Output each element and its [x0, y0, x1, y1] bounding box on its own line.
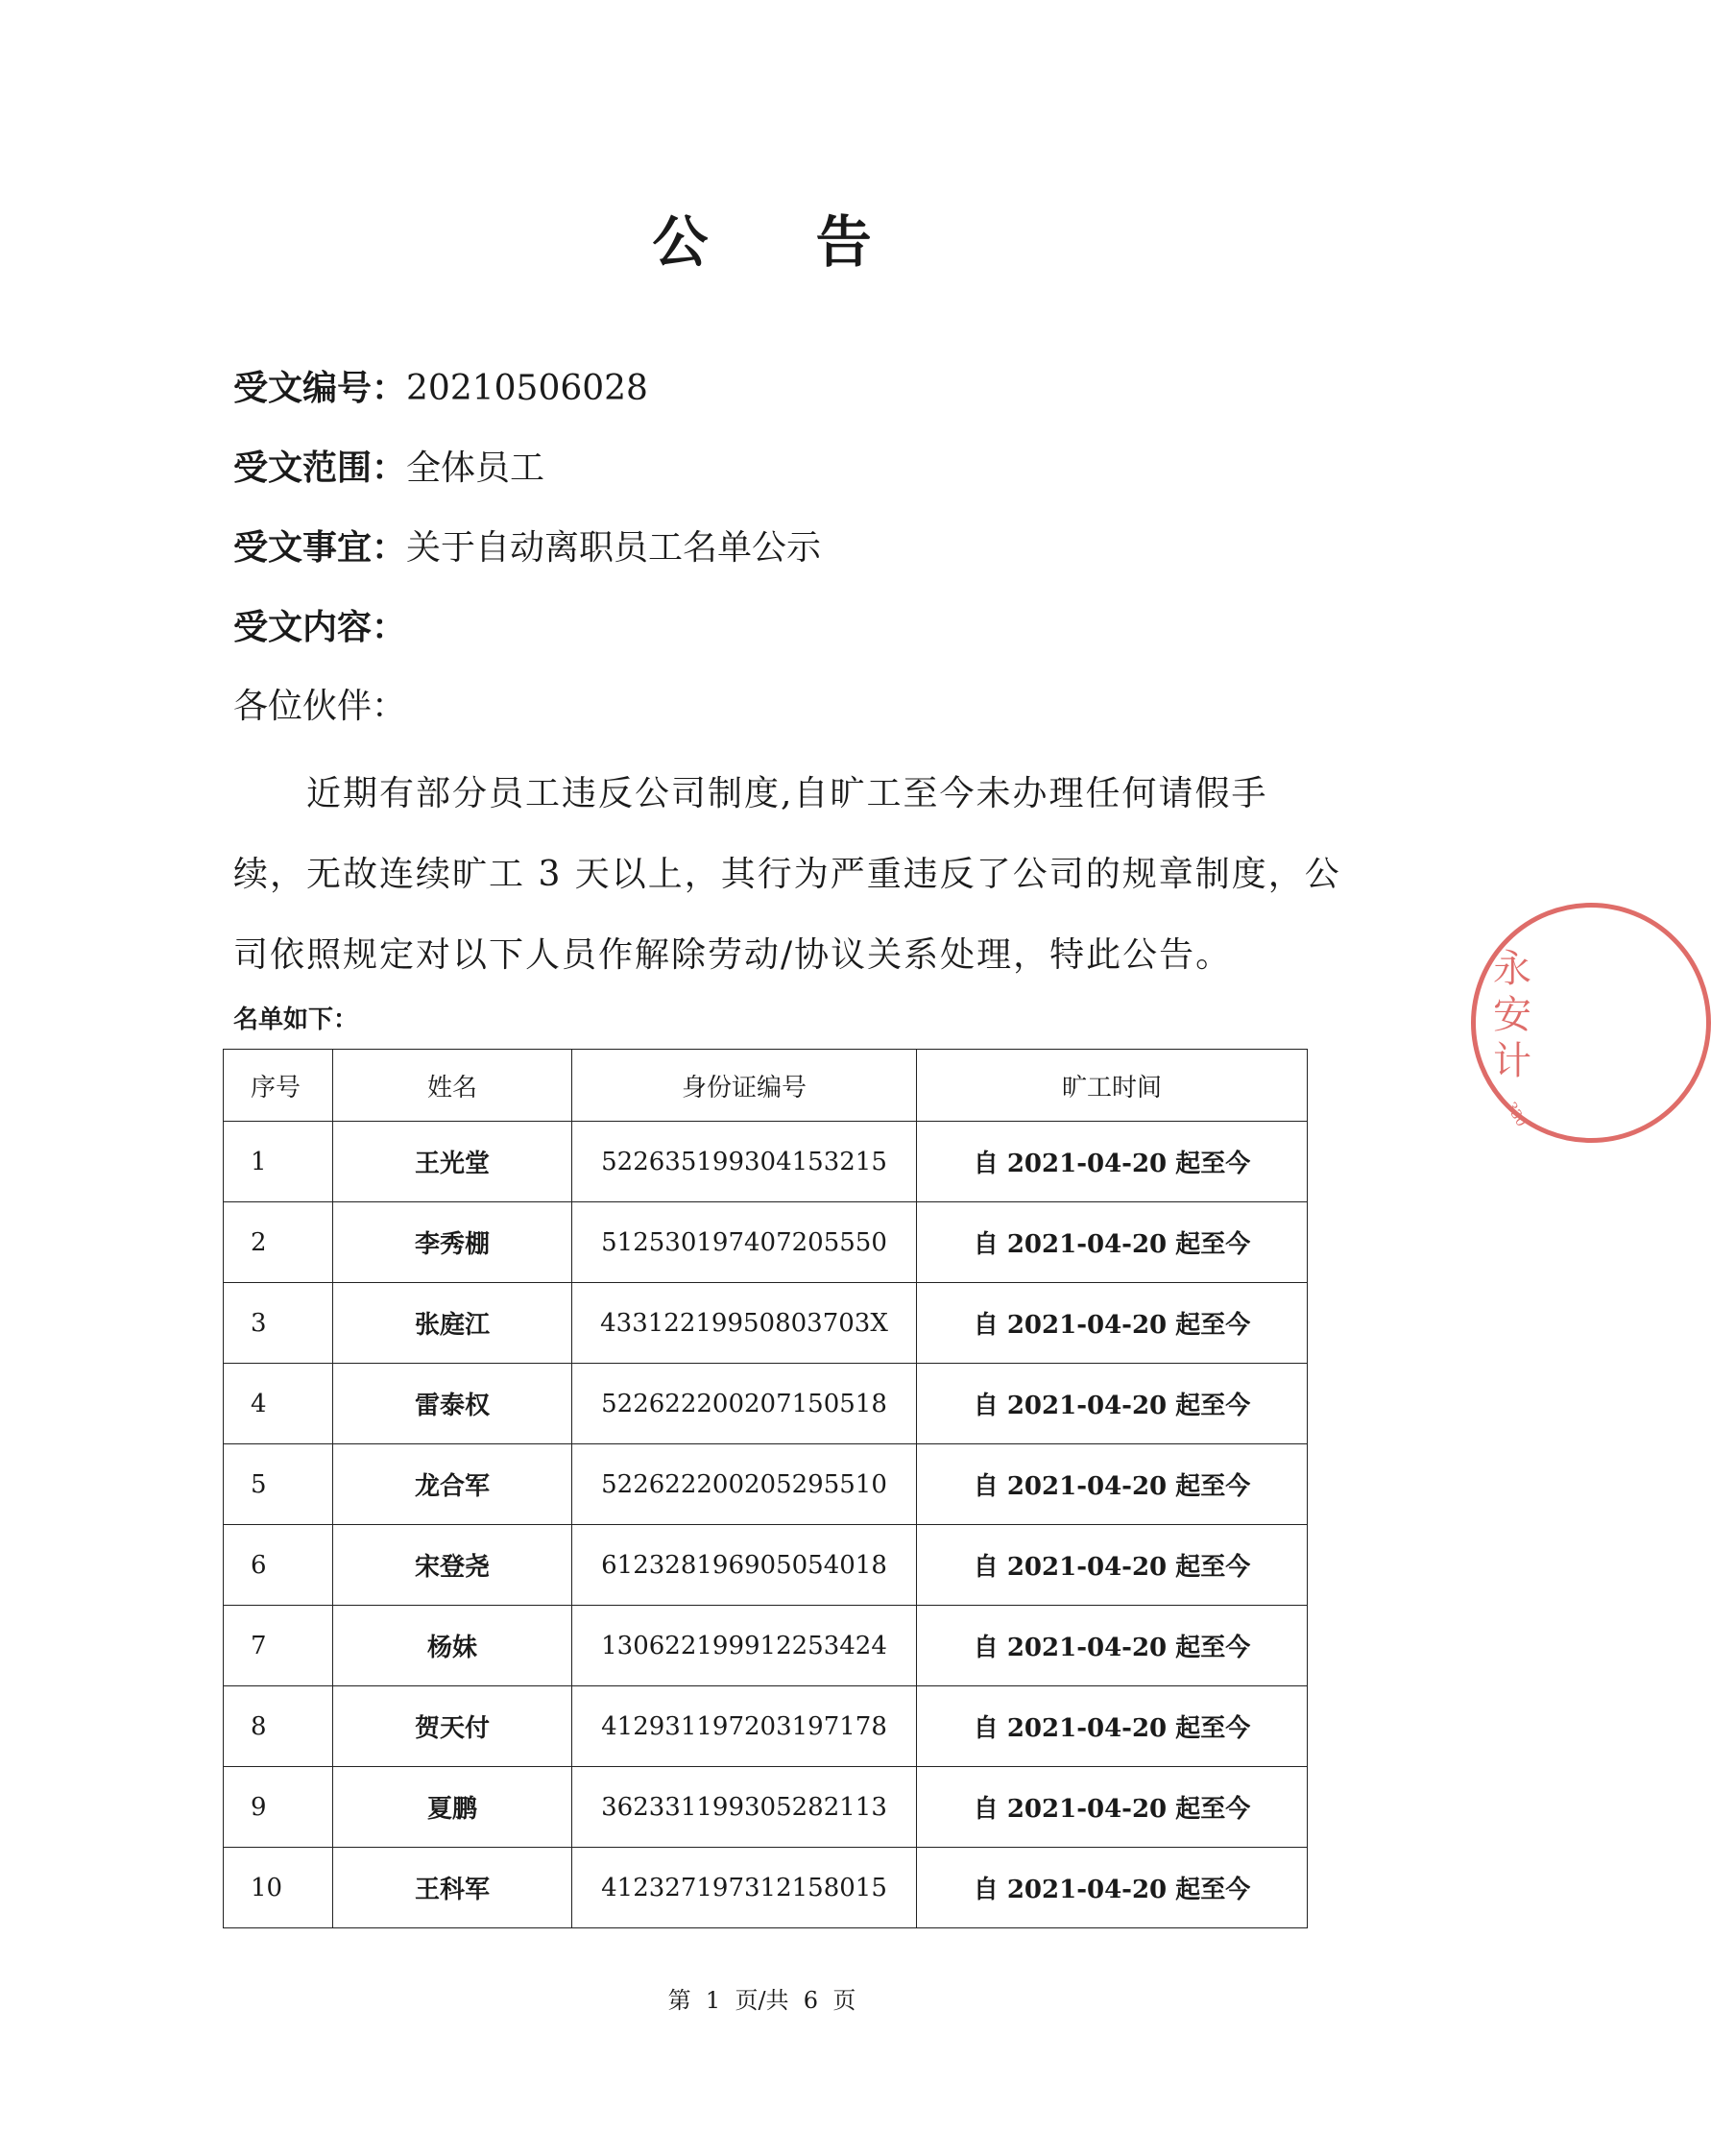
cell-id: 130622199912253424 [572, 1606, 917, 1686]
table-row [224, 1525, 1308, 1606]
company-seal-stamp [1471, 903, 1711, 1143]
cell-no: 8 [224, 1686, 333, 1767]
cell-name: 杨妹 [333, 1606, 572, 1686]
cell-name: 贺天付 [333, 1686, 572, 1767]
doc-number-row [233, 367, 648, 410]
cell-name: 宋登尧 [333, 1525, 572, 1606]
cell-time: 自 2021-04-20 起至今 [917, 1525, 1308, 1606]
table-row [224, 1283, 1308, 1364]
table-row [224, 1122, 1308, 1202]
cell-time: 自 2021-04-20 起至今 [917, 1848, 1308, 1928]
table-row [224, 1364, 1308, 1444]
cell-no: 5 [224, 1444, 333, 1525]
header-no: 序号 [224, 1050, 333, 1122]
cell-id: 522635199304153215 [572, 1122, 917, 1202]
cell-id: 522622200205295510 [572, 1444, 917, 1525]
cell-name: 夏鹏 [333, 1767, 572, 1848]
cell-no: 6 [224, 1525, 333, 1606]
cell-no: 10 [224, 1848, 333, 1928]
cell-id: 412327197312158015 [572, 1848, 917, 1928]
body-line-2: 续，无故连续旷工 3 天以上，其行为严重违反了公司的规章制度，公 [233, 855, 1341, 894]
cell-id: 362331199305282113 [572, 1767, 917, 1848]
doc-matter-label: 受文事宜： [233, 527, 407, 568]
cell-no: 7 [224, 1606, 333, 1686]
seal-code: 330 [1503, 1100, 1530, 1130]
page-title: 公 告 [652, 209, 916, 275]
table-row [224, 1767, 1308, 1848]
table-row [224, 1202, 1308, 1283]
employee-table [223, 1049, 1308, 1928]
list-label: 名单如下： [233, 1005, 359, 1034]
cell-no: 1 [224, 1122, 333, 1202]
doc-number-value: 20210506028 [406, 369, 648, 408]
table-row [224, 1606, 1308, 1686]
doc-content-label: 受文内容： [233, 607, 407, 647]
table-header-row [224, 1050, 1308, 1122]
table-row [224, 1686, 1308, 1767]
cell-no: 2 [224, 1202, 333, 1283]
cell-id: 512530197407205550 [572, 1202, 917, 1283]
cell-id: 522622200207150518 [572, 1364, 917, 1444]
body-line-3: 司依照规定对以下人员作解除劳动/协议关系处理，特此公告。 [233, 935, 1233, 975]
page-footer: 第 1 页/共 6 页 [667, 1987, 856, 2014]
cell-time: 自 2021-04-20 起至今 [917, 1767, 1308, 1848]
seal-text: 永 安 计 [1493, 947, 1531, 1083]
cell-name: 李秀棚 [333, 1202, 572, 1283]
doc-number-label: 受文编号： [233, 368, 407, 408]
table-row [224, 1444, 1308, 1525]
cell-time: 自 2021-04-20 起至今 [917, 1364, 1308, 1444]
cell-no: 3 [224, 1283, 333, 1364]
cell-no: 9 [224, 1767, 333, 1848]
cell-id: 612328196905054018 [572, 1525, 917, 1606]
cell-name: 张庭江 [333, 1283, 572, 1364]
doc-scope-label: 受文范围： [233, 448, 407, 488]
cell-name: 王科军 [333, 1848, 572, 1928]
doc-matter-row [233, 526, 821, 569]
cell-time: 自 2021-04-20 起至今 [917, 1444, 1308, 1525]
cell-name: 雷泰权 [333, 1364, 572, 1444]
cell-name: 龙合军 [333, 1444, 572, 1525]
doc-matter-value: 关于自动离职员工名单公示 [406, 528, 822, 568]
header-id: 身份证编号 [572, 1050, 917, 1122]
cell-time: 自 2021-04-20 起至今 [917, 1686, 1308, 1767]
cell-no: 4 [224, 1364, 333, 1444]
cell-time: 自 2021-04-20 起至今 [917, 1283, 1308, 1364]
cell-id: 412931197203197178 [572, 1686, 917, 1767]
cell-name: 王光堂 [333, 1122, 572, 1202]
doc-scope-value: 全体员工 [406, 448, 545, 488]
body-line-1: 近期有部分员工违反公司制度,自旷工至今未办理任何请假手 [233, 774, 1268, 813]
doc-content-row [233, 606, 406, 649]
doc-scope-row [233, 447, 544, 490]
greeting: 各位伙伴： [233, 687, 407, 726]
cell-id: 43312219950803703X [572, 1283, 917, 1364]
header-name: 姓名 [333, 1050, 572, 1122]
header-time: 旷工时间 [917, 1050, 1308, 1122]
table-row [224, 1848, 1308, 1928]
cell-time: 自 2021-04-20 起至今 [917, 1122, 1308, 1202]
cell-time: 自 2021-04-20 起至今 [917, 1606, 1308, 1686]
cell-time: 自 2021-04-20 起至今 [917, 1202, 1308, 1283]
